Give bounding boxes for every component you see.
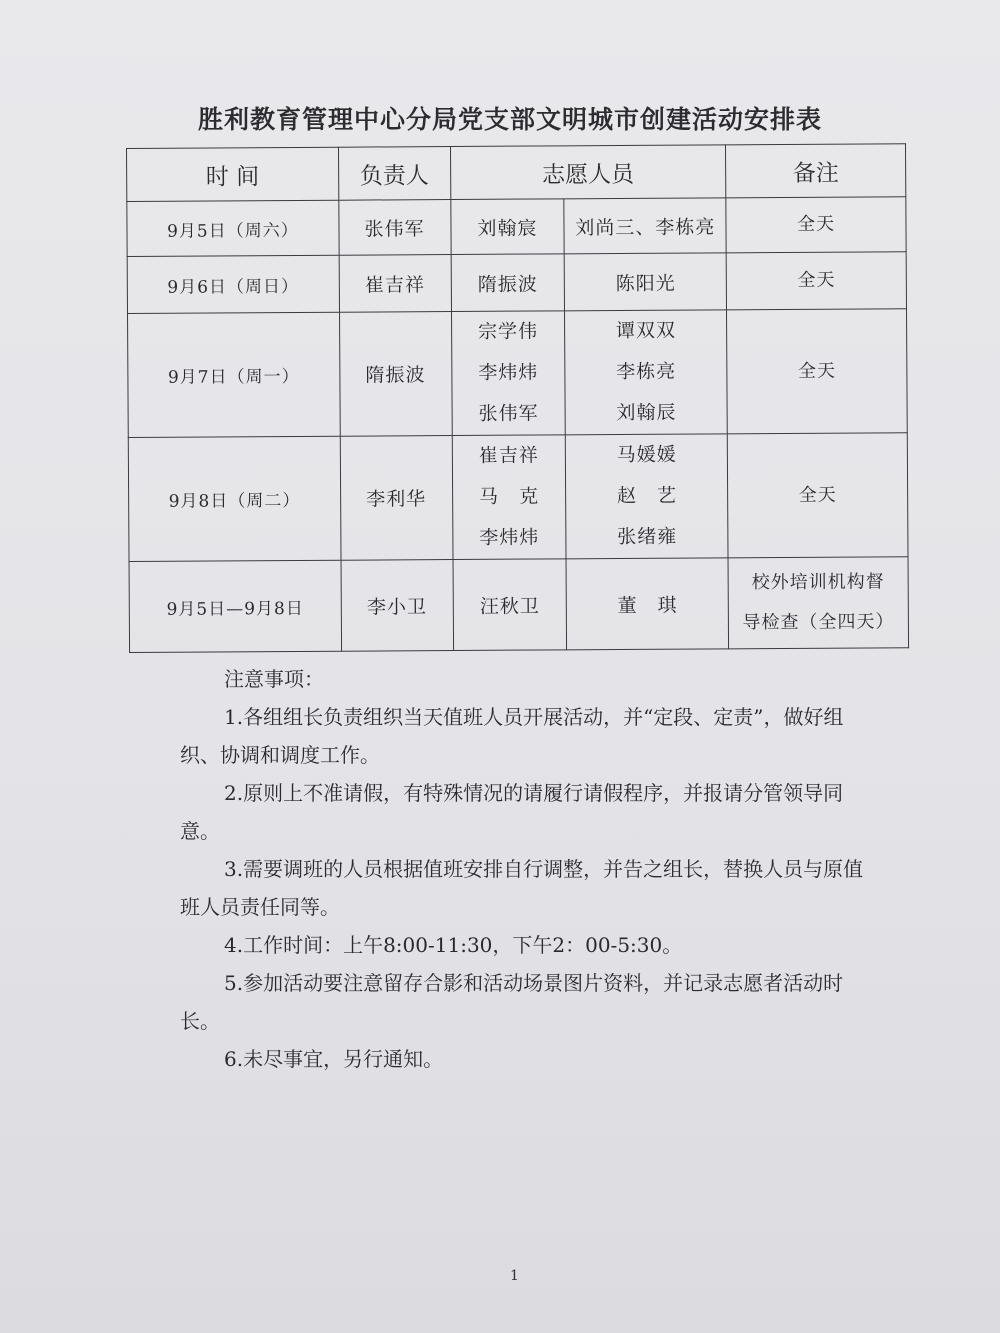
cell-note: 全天 bbox=[726, 252, 906, 310]
note-item: 2.原则上不准请假，有特殊情况的请履行请假程序，并报请分管领导同意。 bbox=[180, 781, 844, 843]
cell-note bbox=[728, 557, 908, 649]
cell-volunteers-a: 汪秋卫 bbox=[453, 559, 567, 651]
header-note: 备注 bbox=[726, 144, 906, 198]
notes-section bbox=[180, 660, 880, 1078]
cell-note: 全天 bbox=[727, 433, 908, 558]
table-row bbox=[129, 557, 909, 653]
table-row bbox=[128, 309, 908, 438]
cell-leader: 李小卫 bbox=[341, 560, 453, 652]
volunteer-name: 马媛媛 bbox=[616, 443, 677, 467]
header-leader: 负责人 bbox=[338, 147, 450, 201]
cell-volunteers-b: 陈阳光 bbox=[565, 253, 727, 311]
volunteer-name: 马 克 bbox=[479, 485, 540, 508]
note-item: 6.未尽事宜，另行通知。 bbox=[224, 1047, 444, 1071]
cell-leader: 崔吉祥 bbox=[339, 255, 451, 313]
cell-time: 9月5日（周六） bbox=[127, 200, 339, 256]
cell-time: 9月8日（周二） bbox=[128, 436, 340, 561]
volunteer-name: 张伟军 bbox=[478, 402, 539, 425]
cell-note: 全天 bbox=[727, 309, 908, 434]
volunteer-name: 谭双双 bbox=[615, 319, 677, 343]
cell-volunteers-b: 刘尚三、李栋亮 bbox=[564, 198, 726, 254]
cell-volunteers-a bbox=[451, 311, 566, 436]
cell-leader: 张伟军 bbox=[339, 200, 451, 256]
volunteer-name: 崔吉祥 bbox=[478, 444, 539, 467]
cell-volunteers-a: 刘翰宸 bbox=[450, 199, 564, 255]
volunteer-name: 宗学伟 bbox=[478, 320, 539, 343]
table-row bbox=[127, 197, 906, 257]
cell-note: 全天 bbox=[726, 197, 906, 253]
page-number: 1 bbox=[510, 1268, 519, 1284]
cell-time: 9月7日（周一） bbox=[128, 312, 340, 437]
cell-volunteers-b bbox=[566, 434, 729, 559]
cell-leader: 李利华 bbox=[340, 436, 453, 561]
note-item: 4.工作时间：上午8:00-11:30，下午2：00-5:30。 bbox=[224, 933, 683, 957]
volunteer-name: 赵 艺 bbox=[616, 484, 678, 508]
note-item: 3.需要调班的人员根据值班安排自行调整，并告之组长，替换人员与原值班人员责任同等。 bbox=[180, 857, 864, 919]
header-time: 时 间 bbox=[127, 147, 339, 201]
volunteer-name: 刘翰辰 bbox=[616, 401, 677, 425]
volunteer-name: 李炜炜 bbox=[478, 361, 539, 384]
note-line: 校外培训机构督 bbox=[751, 571, 885, 594]
cell-volunteers-a bbox=[452, 435, 567, 560]
volunteer-name: 李炜炜 bbox=[479, 526, 540, 549]
note-line: 导检查（全四天） bbox=[742, 611, 895, 634]
table-row bbox=[127, 252, 906, 314]
cell-time: 9月5日—9月8日 bbox=[129, 560, 341, 652]
volunteer-name: 张绪雍 bbox=[617, 525, 678, 549]
cell-leader: 隋振波 bbox=[339, 312, 452, 437]
cell-volunteers-b: 董 琪 bbox=[566, 558, 728, 650]
cell-time: 9月6日（周日） bbox=[127, 255, 339, 313]
cell-volunteers-a: 隋振波 bbox=[451, 254, 565, 312]
note-item: 5.参加活动要注意留存合影和活动场景图片资料，并记录志愿者活动时长。 bbox=[180, 971, 844, 1033]
volunteer-name: 李栋亮 bbox=[616, 360, 677, 384]
table-header-row bbox=[127, 144, 906, 202]
document-title: 胜利教育管理中心分局党支部文明城市创建活动安排表 bbox=[197, 105, 822, 134]
table-row bbox=[128, 433, 908, 562]
schedule-table bbox=[126, 143, 909, 653]
notes-heading: 注意事项： bbox=[224, 667, 324, 691]
header-volunteers: 志愿人员 bbox=[450, 145, 726, 200]
cell-volunteers-b bbox=[565, 310, 728, 435]
note-item: 1.各组组长负责组织当天值班人员开展活动，并“定段、定责”，做好组织、协调和调度工作。 bbox=[180, 705, 844, 767]
